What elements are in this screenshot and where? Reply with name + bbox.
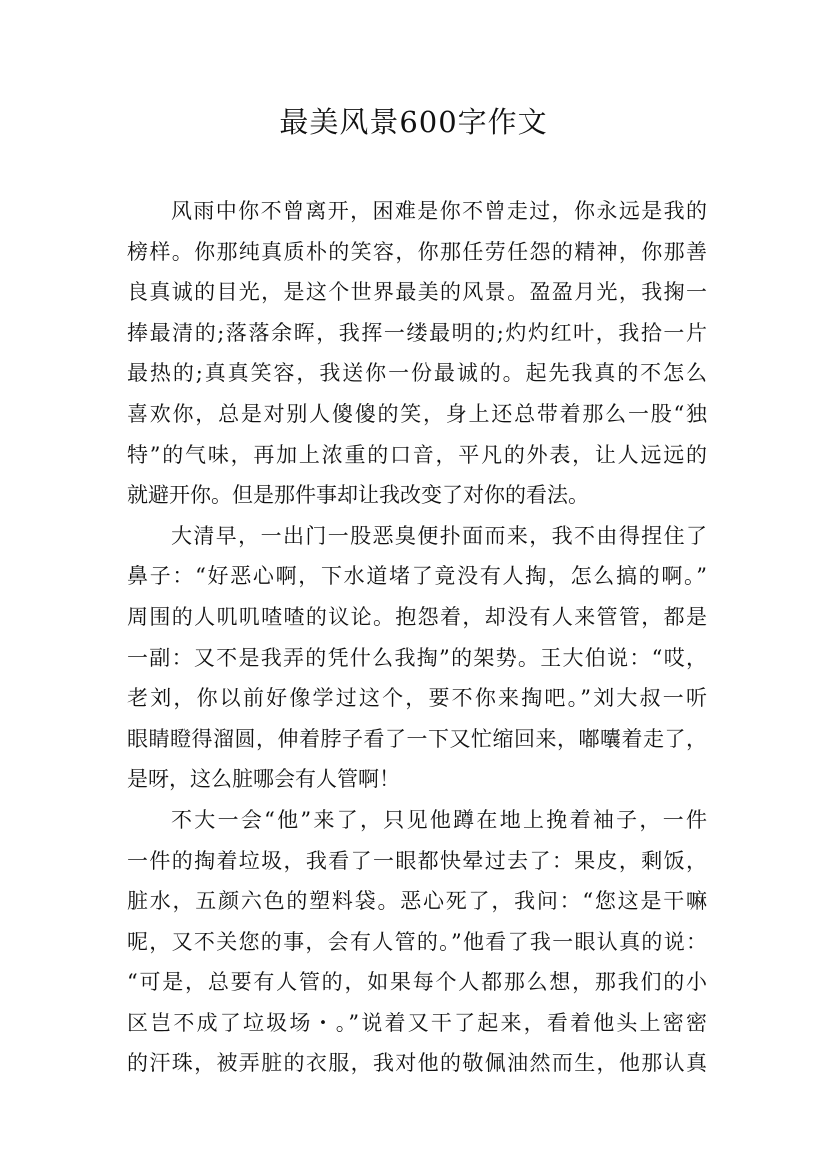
paragraph-2-line-6: 眼睛瞪得溜圆，伸着脖子看了一下又忙缩回来，嘟囔着走了， [127,726,707,751]
paragraph-3-line-1: 不大一会“他”来了，只见他蹲在地上挽着袖子，一件 [171,807,707,832]
paragraph-1-line-3: 良真诚的目光，是这个世界最美的风景。盈盈月光，我掬一 [127,280,707,305]
paragraph-3-line-4: 呢，又不关您的事，会有人管的。”他看了我一眼认真的说： [127,929,707,954]
paragraph-2-line-4: 一副：又不是我弄的凭什么我掏”的架势。王大伯说：“哎， [127,645,707,670]
paragraph-1-line-1: 风雨中你不曾离开，困难是你不曾走过，你永远是我的 [171,199,707,223]
paragraph-3-line-6: 区岂不成了垃圾场・。”说着又干了起来，看着他头上密密 [127,1010,707,1035]
paragraph-2-line-3: 周围的人叽叽喳喳的议论。抱怨着，却没有人来管管，都是 [127,604,707,629]
paragraph-2-line-2: 鼻子：“好恶心啊，下水道堵了竟没有人掏，怎么搞的啊。” [127,564,707,589]
paragraph-1-line-4: 捧最清的;落落余晖，我挥一缕最明的;灼灼红叶，我拾一片 [127,320,707,345]
paragraph-2-line-7: 是呀，这么脏哪会有人管啊！ [127,767,400,792]
document-title: 最美风景600字作文 [279,105,548,139]
paragraph-3-line-7: 的汗珠，被弄脏的衣服，我对他的敬佩油然而生，他那认真 [127,1051,707,1076]
paragraph-1-line-7: 特”的气味，再加上浓重的口音，平凡的外表，让人远远的 [127,442,707,467]
paragraph-1-line-2: 榜样。你那纯真质朴的笑容，你那任劳任怨的精神，你那善 [127,239,707,264]
paragraph-3-line-3: 脏水，五颜六色的塑料袋。恶心死了，我问：“您这是干嘛 [127,889,707,914]
paragraph-3-line-2: 一件的掏着垃圾，我看了一眼都快晕过去了：果皮，剩饭， [127,848,707,873]
paragraph-2-line-1: 大清早，一出门一股恶臭便扑面而来，我不由得捏住了 [171,523,707,548]
paragraph-1-line-6: 喜欢你，总是对别人傻傻的笑，身上还总带着那么一股“独 [127,401,707,426]
document-body [127,191,707,1084]
paragraph-1-line-8: 就避开你。但是那件事却让我改变了对你的看法。 [127,483,589,508]
paragraph-3-line-5: “可是，总要有人管的，如果每个人都那么想，那我们的小 [127,970,707,995]
paragraph-2-line-5: 老刘，你以前好像学过这个，要不你来掏吧。”刘大叔一听 [127,686,707,711]
paragraph-1-line-5: 最热的;真真笑容，我送你一份最诚的。起先我真的不怎么 [127,361,707,386]
